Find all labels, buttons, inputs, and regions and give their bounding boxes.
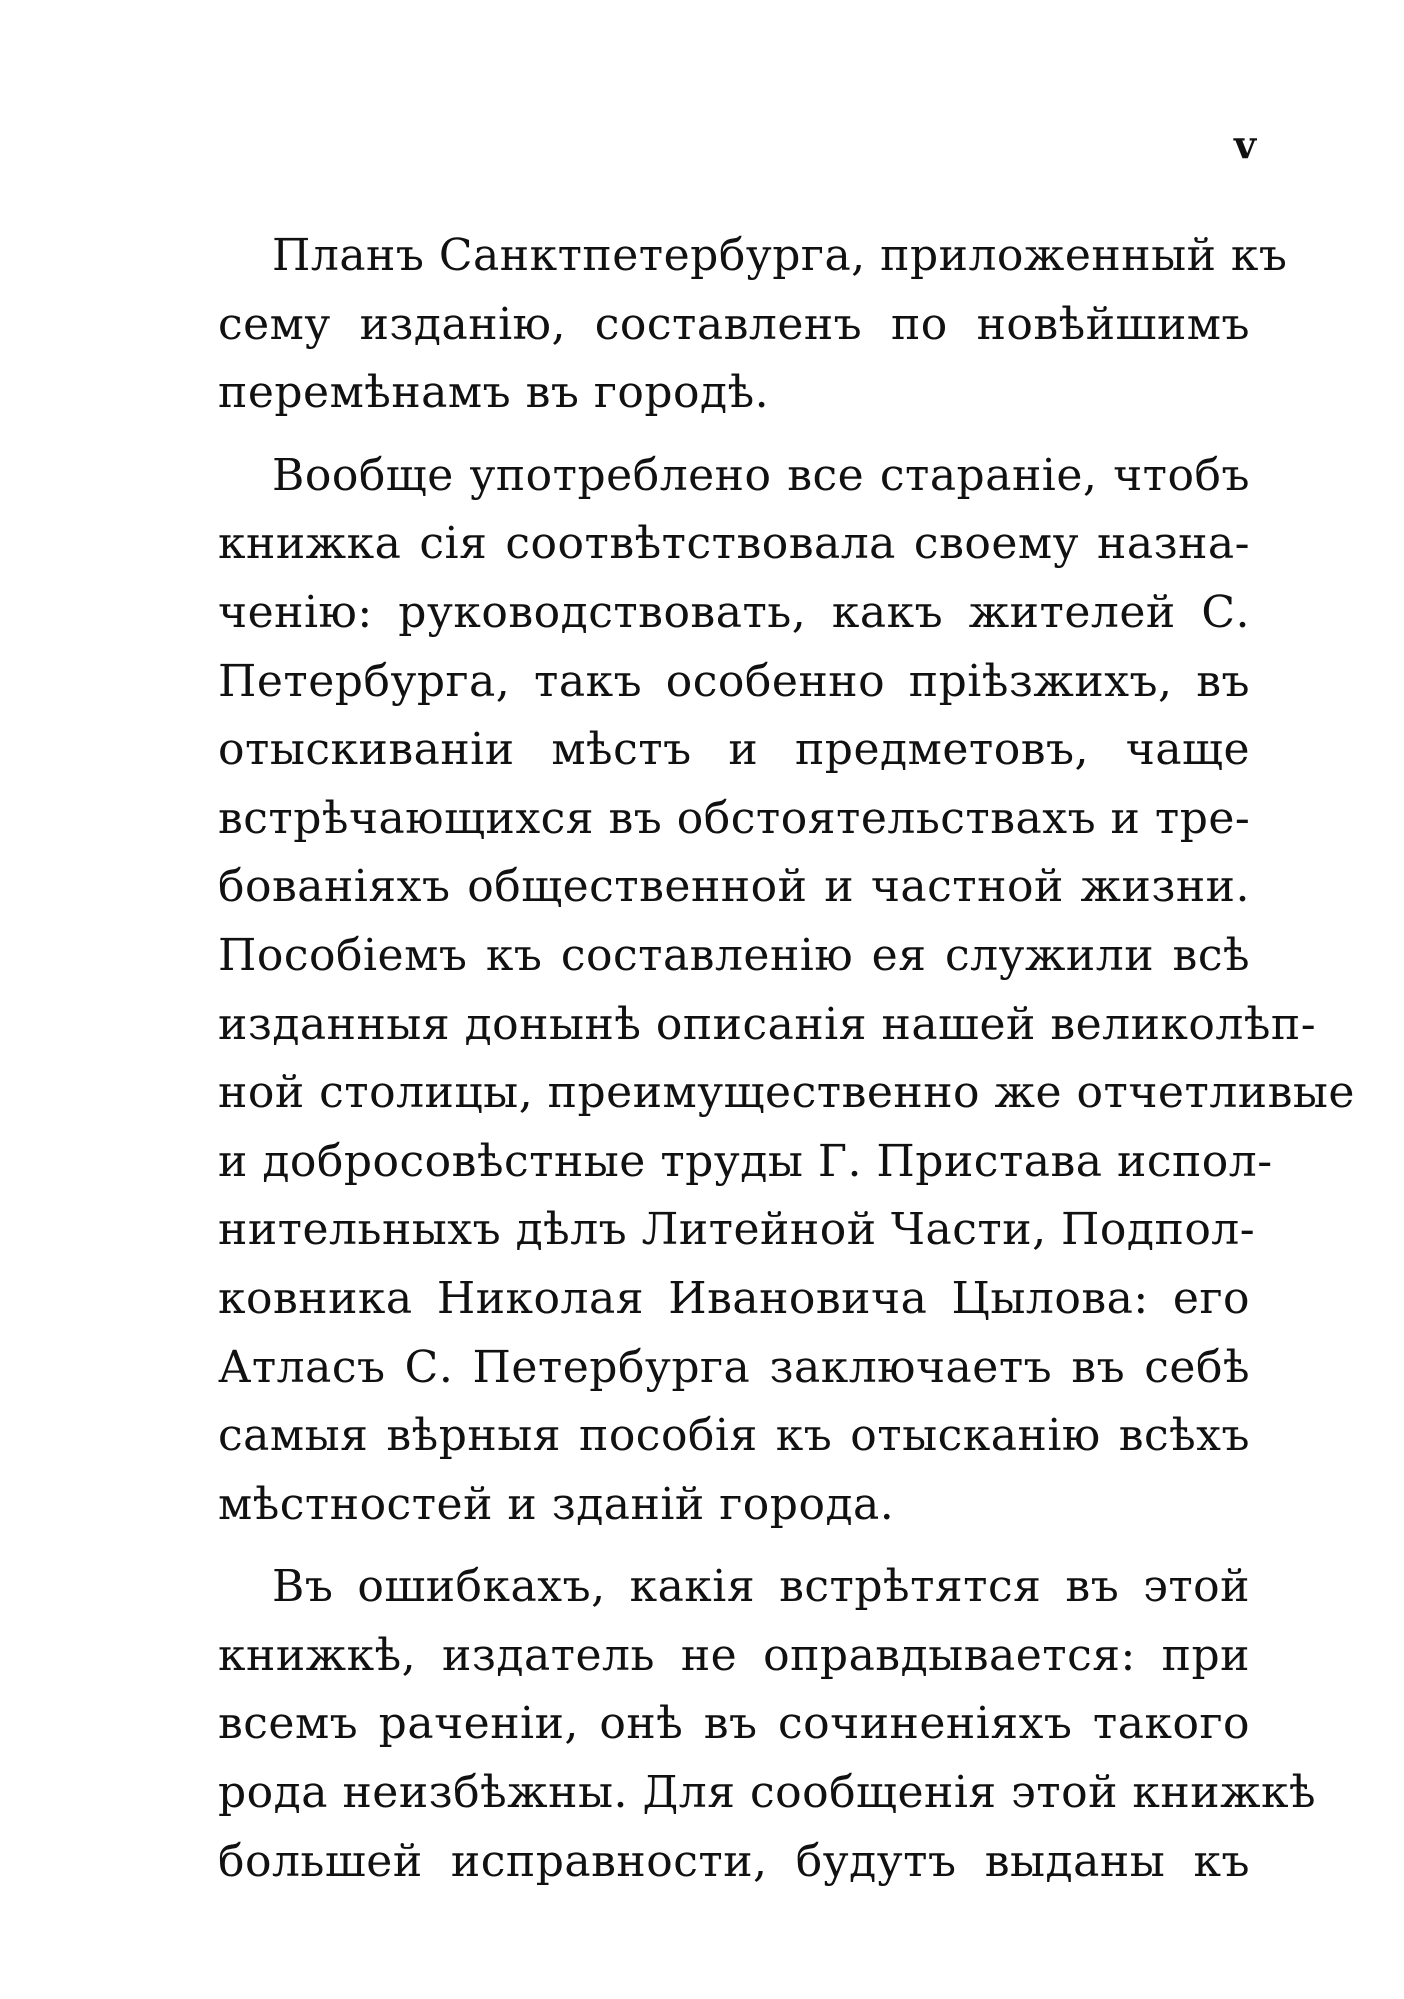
- paragraph-gap: [218, 1539, 1250, 1553]
- page-number: v: [1234, 122, 1257, 167]
- text-line: книжкѣ, издатель не оправдывается: при: [218, 1629, 1250, 1681]
- paragraph-2: [218, 442, 1355, 1540]
- text-line: самыя вѣрныя пособія къ отысканію всѣхъ: [218, 1410, 1250, 1462]
- paragraph-3: [218, 1553, 1317, 1896]
- text-line: книжка сія соотвѣтствовала своему назна-: [218, 518, 1250, 570]
- text-line: Въ ошибкахъ, какія встрѣтятся въ этой: [272, 1561, 1250, 1613]
- text-line: Планъ Санктпетербурга, приложенный къ: [272, 230, 1288, 281]
- text-line: ной столицы, преимущественно же отчетливые: [218, 1067, 1355, 1119]
- page-text: [218, 222, 1355, 1896]
- text-line: бованіяхъ общественной и частной жизни.: [218, 861, 1250, 913]
- text-line: ковника Николая Ивановича Цылова: его: [218, 1272, 1250, 1324]
- text-line: встрѣчающихся въ обстоятельствахъ и тре-: [218, 792, 1251, 844]
- text-line: нительныхъ дѣлъ Литейной Части, Подпол-: [218, 1204, 1256, 1256]
- text-line: и добросовѣстные труды Г. Пристава испол-: [218, 1135, 1273, 1187]
- text-line: ченію: руководствовать, какъ жителей С.: [218, 586, 1250, 638]
- text-line: Пособіемъ къ составленію ея служили всѣ: [218, 929, 1250, 981]
- text-line: Петербурга, такъ особенно пріѣзжихъ, въ: [218, 655, 1250, 707]
- text-line: отыскиваніи мѣстъ и предметовъ, чаще: [218, 724, 1250, 776]
- text-line: Атласъ С. Петербурга заключаетъ въ себѣ: [218, 1341, 1250, 1393]
- paragraph-gap: [218, 428, 1250, 442]
- text-line: изданныя донынѣ описанія нашей великолѣп-: [218, 998, 1317, 1050]
- text-line: рода неизбѣжны. Для сообщенія этой книжкѣ: [218, 1767, 1317, 1819]
- paragraph-1: [218, 222, 1288, 428]
- text-line: сему изданію, составленъ по новѣйшимъ: [218, 298, 1250, 350]
- text-line: Вообще употреблено все стараніе, чтобъ: [272, 449, 1250, 501]
- text-line: всемъ раченіи, онѣ въ сочиненіяхъ такого: [218, 1698, 1250, 1750]
- text-line: большей исправности, будутъ выданы къ: [218, 1835, 1250, 1887]
- text-line: мѣстностей и зданій города.: [218, 1478, 895, 1530]
- text-line: перемѣнамъ въ городѣ.: [218, 367, 770, 419]
